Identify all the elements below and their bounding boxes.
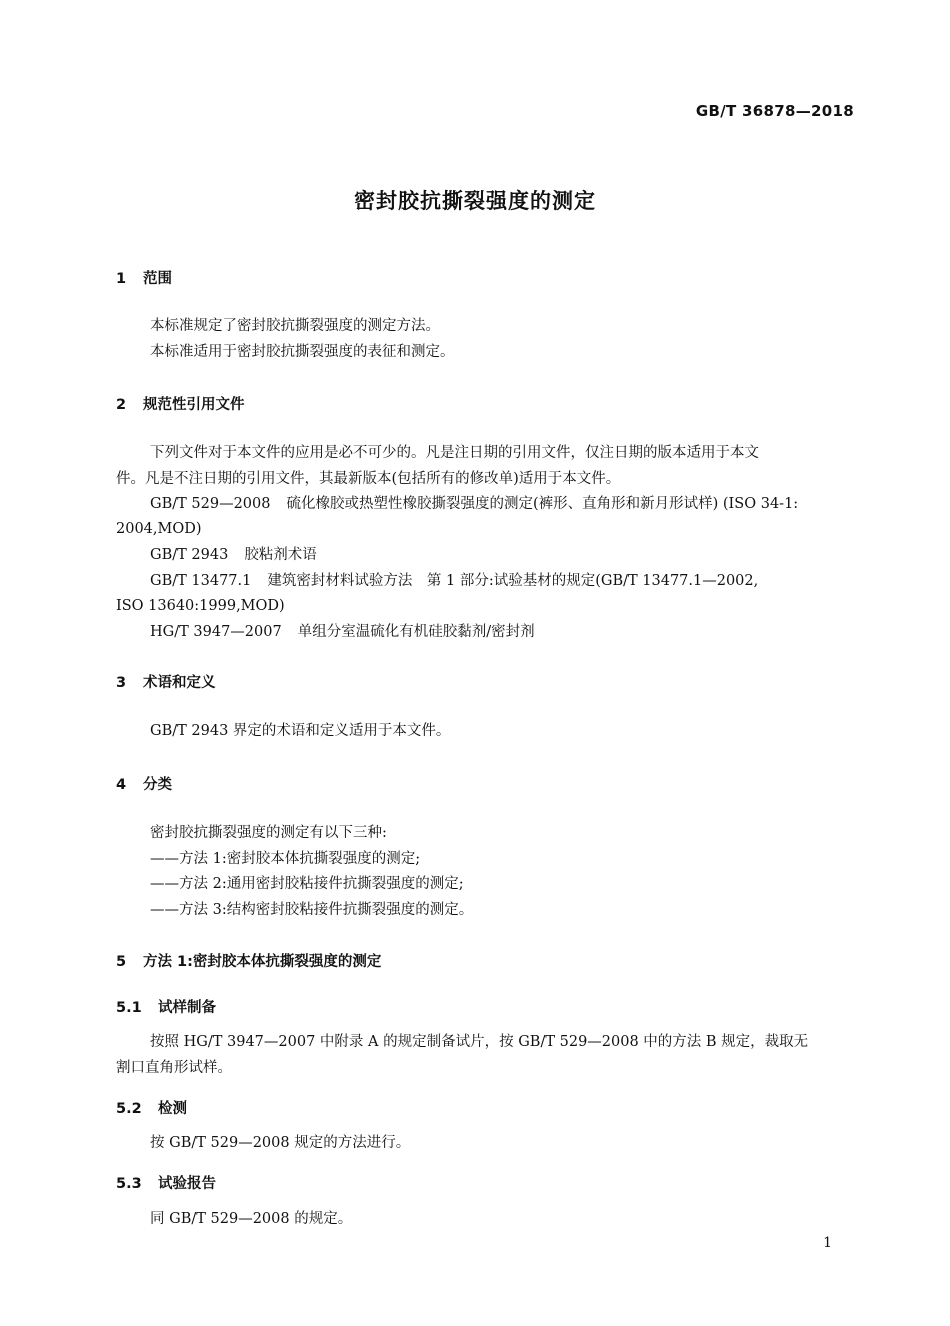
section-number: 2	[116, 397, 127, 413]
section-3-heading	[116, 671, 216, 692]
reference-code: GB/T 13477.1	[150, 573, 252, 589]
section-title: 分类	[143, 777, 172, 793]
reference-code: GB/T 529—2008	[150, 496, 271, 512]
section-title: 范围	[143, 271, 172, 287]
section-number: 4	[116, 777, 127, 793]
paragraph-line: 件。凡是不注日期的引用文件，其最新版本(包括所有的修改单)适用于本文件。	[116, 471, 621, 487]
page-number: 1	[823, 1235, 832, 1251]
reference-item	[150, 543, 858, 568]
subsection-5-3-heading	[116, 1172, 216, 1193]
subsection-number: 5.2	[116, 1101, 142, 1117]
list-item: ——方法 3:结构密封胶粘接件抗撕裂强度的测定。	[150, 902, 474, 918]
subsection-title: 试验报告	[158, 1176, 216, 1192]
subsection-title: 试样制备	[158, 1000, 216, 1016]
section-2-heading	[116, 393, 245, 414]
subsection-5-2-heading	[116, 1097, 187, 1118]
reference-item	[150, 620, 858, 645]
paragraph-line: 下列文件对于本文件的应用是必不可少的。凡是注日期的引用文件，仅注日期的版本适用于本文	[150, 445, 759, 461]
reference-continuation: ISO 13640:1999,MOD)	[116, 598, 285, 614]
reference-title: 硫化橡胶或热塑性橡胶撕裂强度的测定(裤形、直角形和新月形试样) (ISO 34-1:	[286, 496, 799, 512]
paragraph-line: 本标准规定了密封胶抗撕裂强度的测定方法。	[150, 318, 440, 334]
paragraph-line: 按 GB/T 529—2008 规定的方法进行。	[150, 1135, 411, 1151]
section-title: 规范性引用文件	[143, 397, 245, 413]
subsection-title: 检测	[158, 1101, 187, 1117]
section-number: 3	[116, 675, 127, 691]
section-title: 术语和定义	[143, 675, 216, 691]
section-number: 1	[116, 271, 127, 287]
subsection-5-1-heading	[116, 996, 216, 1017]
paragraph-line: 割口直角形试样。	[116, 1060, 232, 1076]
section-number: 5	[116, 954, 127, 970]
reference-item	[150, 492, 858, 517]
section-4-heading	[116, 773, 172, 794]
document-title: 密封胶抗撕裂强度的测定	[354, 189, 596, 213]
subsection-number: 5.1	[116, 1000, 142, 1016]
standard-number: GB/T 36878—2018	[695, 102, 854, 120]
reference-title: 单组分室温硫化有机硅胶黏剂/密封剂	[297, 624, 535, 640]
section-5-heading	[116, 950, 381, 971]
section-1-heading	[116, 267, 172, 288]
paragraph-line: 同 GB/T 529—2008 的规定。	[150, 1211, 353, 1227]
list-item: ——方法 1:密封胶本体抗撕裂强度的测定;	[150, 851, 421, 867]
reference-continuation: 2004,MOD)	[116, 521, 202, 537]
reference-title: 建筑密封材料试验方法 第 1 部分:试验基材的规定(GB/T 13477.1—2002,	[267, 573, 759, 589]
reference-item	[150, 569, 858, 594]
section-title: 方法 1:密封胶本体抗撕裂强度的测定	[143, 954, 382, 970]
reference-code: GB/T 2943	[150, 547, 229, 563]
paragraph-line: 密封胶抗撕裂强度的测定有以下三种:	[150, 825, 387, 841]
paragraph-line: 按照 HG/T 3947—2007 中附录 A 的规定制备试片，按 GB/T 529—2008 中的方法 B 规定，裁取无	[150, 1034, 809, 1050]
reference-title: 胶粘剂术语	[244, 547, 317, 563]
paragraph-line: 本标准适用于密封胶抗撕裂强度的表征和测定。	[150, 344, 455, 360]
list-item: ——方法 2:通用密封胶粘接件抗撕裂强度的测定;	[150, 876, 464, 892]
paragraph-line: GB/T 2943 界定的术语和定义适用于本文件。	[150, 723, 451, 739]
reference-code: HG/T 3947—2007	[150, 624, 282, 640]
subsection-number: 5.3	[116, 1176, 142, 1192]
